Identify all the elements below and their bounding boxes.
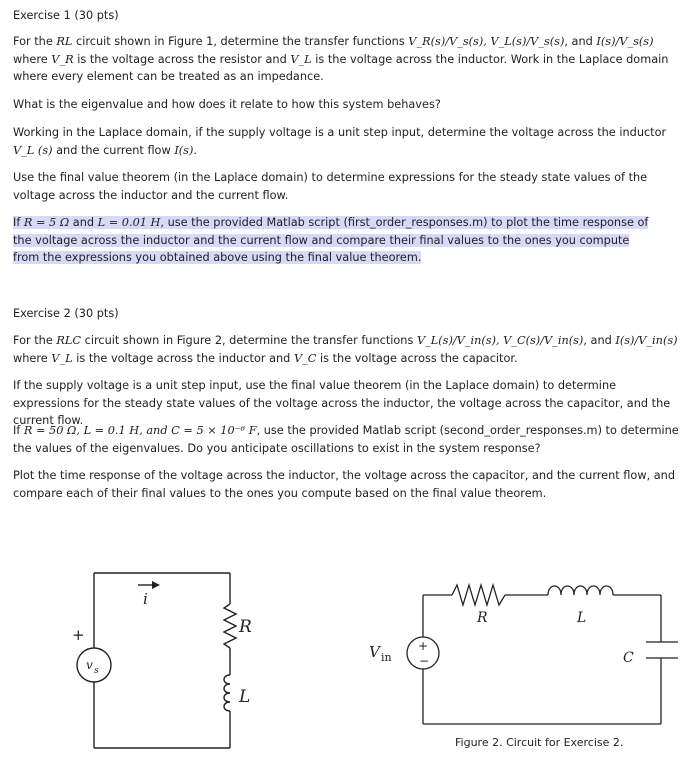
fig2-resistor-label: R xyxy=(477,610,488,626)
fig1-current-label: i xyxy=(143,590,148,608)
ex2-paragraph-2: If the supply voltage is a unit step input, use the final value theorem (in the Laplace domain) to determine expressions for the steady state values of the voltage across the inductor, the voltage across the capacitor, and the current flow. xyxy=(13,379,671,427)
fig2-capacitor-label: C xyxy=(623,650,634,666)
fig2-source-label: V xyxy=(369,643,380,661)
ex1-paragraph-5: If R = 5 Ω and L = 0.01 H, use the provided Matlab script (first_order_responses.m) to plot the time response of the voltage across the inductor and the current flow and compare their final values to the ones you compute from the expressions you obtained above using the final value theorem. xyxy=(13,216,649,264)
fig1-inductor-label: L xyxy=(239,687,251,707)
ex1-paragraph-3: Working in the Laplace domain, if the supply voltage is a unit step input, determine the voltage across the inductor V_L (s) and the current flow I(s). xyxy=(13,126,667,157)
fig2-minus-label: − xyxy=(419,654,430,668)
fig2-caption: Figure 2. Circuit for Exercise 2. xyxy=(455,736,624,749)
ex1-paragraph-1: For the RL circuit shown in Figure 1, determine the transfer functions V_R(s)/V_s(s), V_L(s)/V_s(s), and I(s)/V_s(s) where V_R is the voltage across the resistor and V_L is the voltage across the inductor. Work in the Laplace domain where every element can be treated as an impedance. xyxy=(13,35,669,83)
ex2-paragraph-4: Plot the time response of the voltage across the inductor, the voltage across the capacitor, and the current flow, and compare each of their final values to the ones you compute based on the final value theorem. xyxy=(13,469,676,500)
fig1-source-label: v xyxy=(86,658,93,672)
ex2-paragraph-3: If R = 50 Ω, L = 0.1 H, and C = 5 × 10⁻⁶ F, use the provided Matlab script (second_order_responses.m) to determine the values of the eigenvalues. Do you anticipate oscillations to exist in the system response? xyxy=(13,424,679,455)
ex1-paragraph-4: Use the final value theorem (in the Laplace domain) to determine expressions for the steady state values of the voltage across the inductor and the current flow. xyxy=(13,171,648,202)
ex1-title: Exercise 1 (30 pts) xyxy=(13,9,119,22)
fig2-source-sub: in xyxy=(381,651,392,664)
fig1-source-sub: s xyxy=(94,666,99,676)
ex1-paragraph-2: What is the eigenvalue and how does it relate to how this system behaves? xyxy=(13,98,441,111)
fig2-inductor-label: L xyxy=(577,610,587,626)
fig1-plus-label: + xyxy=(72,626,85,644)
fig1-resistor-label: R xyxy=(239,617,252,637)
ex2-paragraph-1: For the RLC circuit shown in Figure 2, determine the transfer functions V_L(s)/V_in(s), V_C(s)/V_in(s), and I(s)/V_in(s) where V_L is the voltage across the inductor and V_C is the voltage across the capacitor. xyxy=(13,334,678,365)
fig2-plus-label: + xyxy=(418,639,429,653)
ex2-title: Exercise 2 (30 pts) xyxy=(13,307,119,320)
